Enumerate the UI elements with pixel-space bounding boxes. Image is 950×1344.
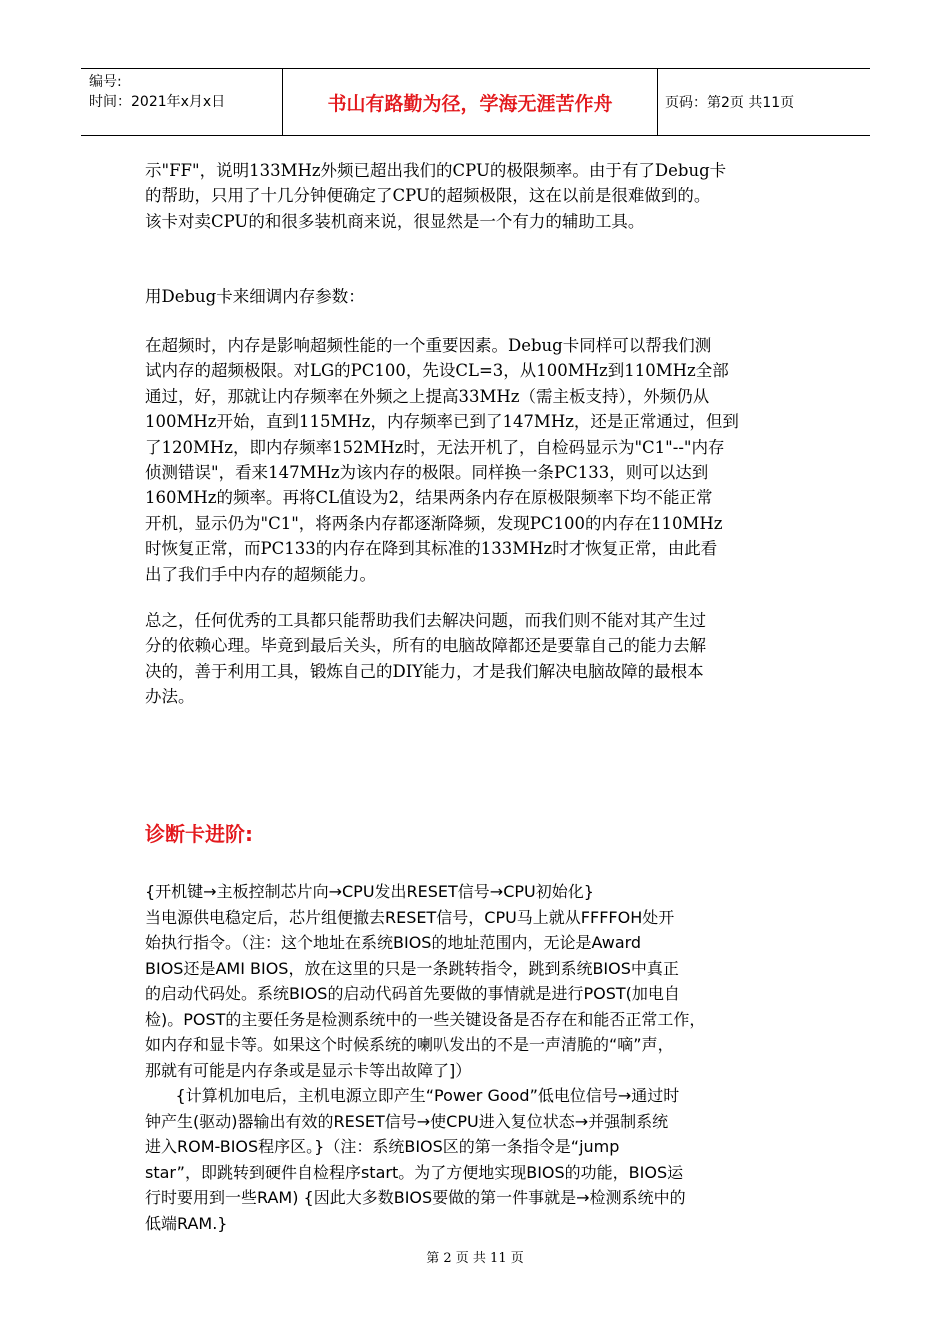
header-table [81, 68, 870, 136]
text-line: 该卡对卖CPU的和很多装机商来说，很显然是一个有力的辅助工具。 [145, 211, 645, 231]
text-line: 办法。 [145, 687, 195, 707]
text-line: 决的，善于利用工具，锻炼自己的DIY能力，才是我们解决电脑故障的最根本 [145, 661, 704, 681]
text-line: 试内存的超频极限。对LG的PC100，先设CL=3，从100MHz到110MHz全部 [145, 361, 729, 381]
text-line: 160MHz的频率。再将CL值设为2，结果两条内存在原极限频率下均不能正常 [145, 488, 713, 508]
code-label: 编号: [89, 74, 122, 90]
page-label: 页码：第2页 共11页 [665, 95, 795, 111]
paragraph-3 [145, 333, 810, 587]
text-line: 了120MHz，即内存频率152MHz时，无法开机了，自检码显示为"C1"--"内存 [145, 437, 725, 457]
text-line: star”，即跳转到硬件自检程序start。为了方便地实现BIOS的功能，BIOS运 [145, 1162, 684, 1182]
text-line: 行时要用到一些RAM) {因此大多数BIOS要做的第一件事就是→检测系统中的 [145, 1188, 686, 1207]
header-meta-cell [81, 69, 282, 135]
text-line: 示"FF"，说明133MHz外频已超出我们的CPU的极限频率。由于有了Debug卡 [145, 161, 727, 180]
page-footer: 第 2 页 共 11 页 [426, 1251, 524, 1266]
paragraph-1 [145, 158, 810, 234]
text-line: 开机，显示仍为"C1"，将两条内存都逐渐降频，发现PC100的内存在110MHz [145, 513, 723, 533]
text-line: 100MHz开始，直到115MHz，内存频率已到了147MHz，还是正常通过，但到 [145, 412, 739, 432]
text-line: 出了我们手中内存的超频能力。 [145, 564, 376, 584]
section-heading: 诊断卡进阶: [145, 822, 253, 846]
text-line: 那就有可能是内存条或是显示卡等出故障了]） [145, 1060, 472, 1080]
text-line: 如内存和显卡等。如果这个时候系统的喇叭发出的不是一声清脆的“嘀”声， [145, 1035, 674, 1054]
text-line: 总之，任何优秀的工具都只能帮助我们去解决问题，而我们则不能对其产生过 [145, 611, 706, 630]
text-line: 侦测错误"，看来147MHz为该内存的极限。同样换一条PC133，则可以达到 [145, 463, 709, 483]
text-line: {计算机加电后，主机电源立即产生“Power Good”低电位信号→通过时 [145, 1086, 680, 1105]
text-line: BIOS还是AMI BIOS，放在这里的只是一条跳转指令，跳到系统BIOS中真正 [145, 958, 679, 978]
text-line: 进入ROM-BIOS程序区。}（注：系统BIOS区的第一条指令是“jump [145, 1137, 620, 1156]
text-line: 低端RAM.} [145, 1213, 228, 1233]
paragraph-4 [145, 608, 810, 710]
text-line: 分的依赖心理。毕竟到最后关头，所有的电脑故障都还是要靠自己的能力去解 [145, 636, 706, 656]
text-line: 用Debug卡来细调内存参数： [145, 287, 365, 306]
text-line: {开机键→主板控制芯片向→CPU发出RESET信号→CPU初始化} [145, 882, 594, 901]
time-label: 时间：2021年x月x日 [89, 94, 226, 110]
text-line: 的帮助，只用了十几分钟便确定了CPU的超频极限，这在以前是很难做到的。 [145, 186, 711, 206]
text-line: 通过，好，那就让内存频率在外频之上提高33MHz（需主板支持），外频仍从 [145, 386, 710, 406]
text-line: 当电源供电稳定后，芯片组便撤去RESET信号，CPU马上就从FFFFOH处开 [145, 907, 675, 927]
text-line: 始执行指令。（注：这个地址在系统BIOS的地址范围内，无论是Award [145, 933, 642, 952]
text-line: 钟产生(驱动)器输出有效的RESET信号→使CPU进入复位状态→并强制系统 [145, 1111, 669, 1131]
motto: 书山有路勤为径，学海无涯苦作舟 [282, 69, 658, 135]
paragraph-5 [145, 879, 810, 1236]
text-line: 检)。POST的主要任务是检测系统中的一些关键设备是否存在和能否正常工作， [145, 1009, 706, 1029]
text-line: 的启动代码处。系统BIOS的启动代码首先要做的事情就是进行POST(加电自 [145, 984, 680, 1003]
paragraph-2 [145, 284, 810, 309]
text-line: 在超频时，内存是影响超频性能的一个重要因素。Debug卡同样可以帮我们测 [145, 336, 712, 355]
text-line: 时恢复正常，而PC133的内存在降到其标准的133MHz时才恢复正常，由此看 [145, 539, 718, 559]
